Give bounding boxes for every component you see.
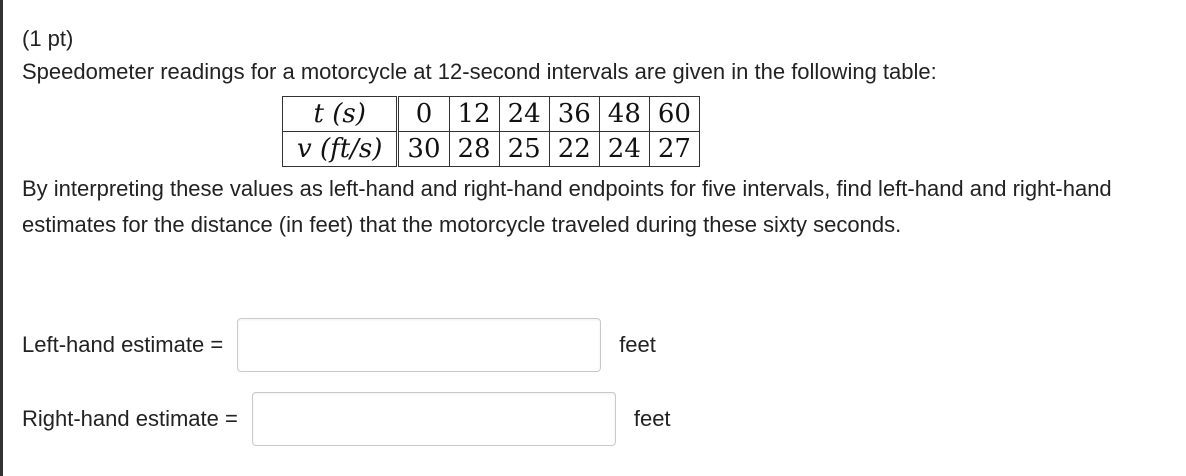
table-cell: 22 [549,132,599,167]
left-estimate-input[interactable] [237,318,601,372]
left-estimate-label: Left-hand estimate = [22,332,224,357]
table-cell: 12 [449,97,499,132]
problem-intro: Speedometer readings for a motorcycle at 12-second intervals are given in the following table: [22,59,937,84]
points-label: (1 pt) [22,26,74,51]
table-row-time [283,97,700,132]
right-estimate-input[interactable] [252,392,616,446]
table-cell: 27 [649,132,699,167]
data-table-wrapper [282,96,1172,167]
right-estimate-label: Right-hand estimate = [22,406,238,431]
problem-container [22,24,1172,243]
data-table [282,96,700,167]
left-estimate-unit: feet [619,332,656,357]
table-row-header-time: t (s) [283,97,398,132]
table-cell: 0 [398,97,449,132]
table-cell: 60 [649,97,699,132]
left-estimate-row [22,318,656,372]
table-cell: 36 [549,97,599,132]
table-cell: 24 [599,132,649,167]
table-cell: 48 [599,97,649,132]
table-cell: 30 [398,132,449,167]
table-cell: 28 [449,132,499,167]
table-row-velocity [283,132,700,167]
left-border-rule [0,0,3,476]
table-cell: 25 [499,132,549,167]
right-estimate-unit: feet [633,406,671,431]
right-estimate-row [22,392,671,446]
table-cell: 24 [499,97,549,132]
problem-description: By interpreting these values as left-hand and right-hand endpoints for five intervals, find left-hand and right-hand estimates for the distance (in feet) that the motorcycle traveled during these sixty seconds. [22,176,1112,237]
table-row-header-velocity: v (ft/s) [283,132,398,167]
